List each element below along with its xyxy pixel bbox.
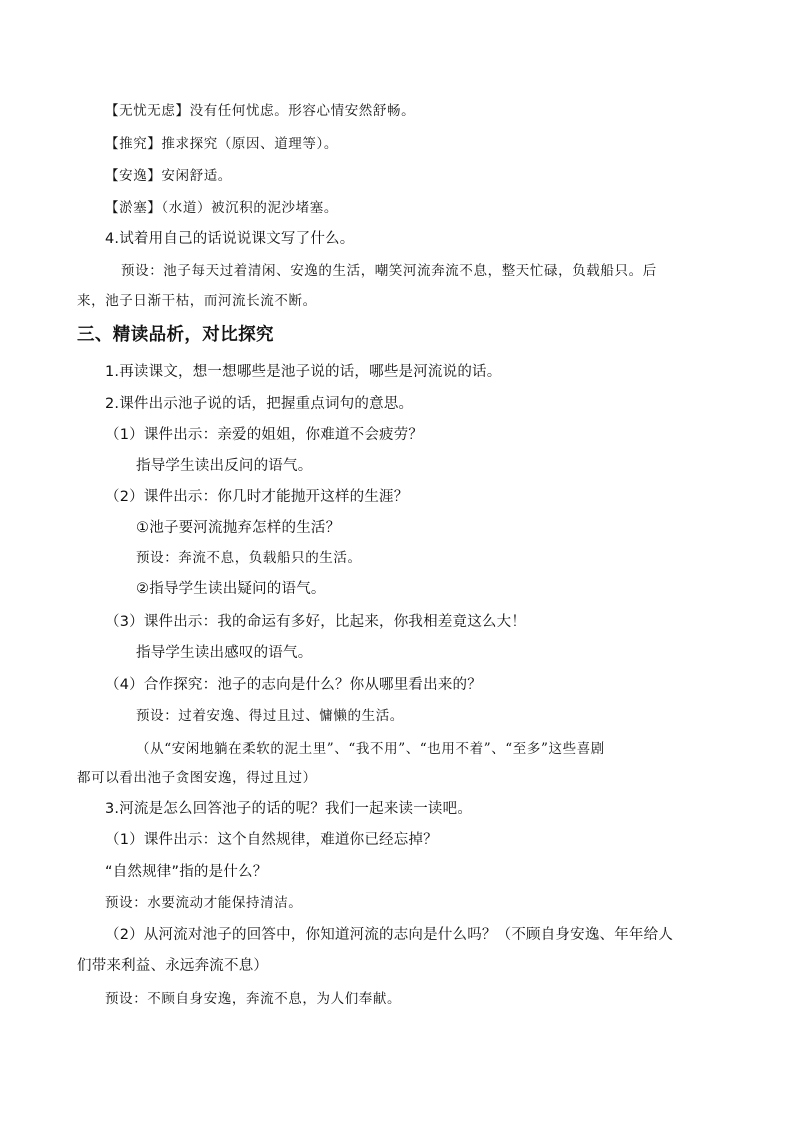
text-line: 1.再读课文，想一想哪些是池子说的话，哪些是河流说的话。 (105, 364, 502, 380)
text-line: ①池子要河流抛弃怎样的生活？ (136, 520, 341, 536)
text-line: 指导学生读出反问的语气。 (136, 458, 313, 474)
text-line: 【安逸】安闲舒适。 (105, 168, 232, 184)
text-line: 4.试着用自己的话说说课文写了什么。 (105, 231, 355, 247)
text-line: （3）课件出示：我的命运有多好，比起来，你我相差竟这么大！ (105, 614, 527, 630)
text-line: 都可以看出池子贪图安逸，得过且过） (77, 770, 317, 786)
text-line: （4）合作探究：池子的志向是什么？你从哪里看出来的？ (105, 677, 482, 693)
text-line: （1）课件出示：亲爱的姐姐，你难道不会疲劳？ (105, 427, 424, 443)
text-line: ②指导学生读出疑问的语气。 (136, 581, 326, 597)
text-line: （2）从河流对池子的回答中，你知道河流的志向是什么吗？（不顾自身安逸、年年给人 (105, 927, 674, 943)
text-line: 们带来利益、永远奔流不息） (77, 958, 269, 974)
text-line: 预设：不顾自身安逸，奔流不息，为人们奉献。 (105, 991, 402, 1007)
text-line: 预设：过着安逸、得过且过、慵懒的生活。 (136, 708, 404, 724)
text-line: （从“安闲地躺在柔软的泥土里”、“我不用”、“也用不着”、“至多”这些喜剧 (136, 741, 605, 757)
text-line: 预设：池子每天过着清闲、安逸的生活，嘲笑河流奔流不息，整天忙碌，负载船只。后 (121, 263, 657, 279)
text-line: 预设：水要流动才能保持清洁。 (105, 895, 303, 911)
text-line: 预设：奔流不息，负载船只的生活。 (136, 550, 362, 566)
text-line: “自然规律”指的是什么？ (105, 864, 268, 880)
text-line: 【推究】推求探究（原因、道理等）。 (105, 136, 338, 152)
text-line: 2.课件出示池子说的话，把握重点词句的意思。 (105, 396, 414, 412)
text-line: 来，池子日渐干枯，而河流长流不断。 (77, 293, 317, 309)
text-line: 【无忧无虑】没有任何忧虑。形容心情安然舒畅。 (105, 103, 416, 119)
text-line: （1）课件出示：这个自然规律，难道你已经忘掉？ (105, 832, 438, 848)
text-line: 指导学生读出感叹的语气。 (136, 645, 313, 661)
text-line: 【淤塞】（水道）被沉积的泥沙堵塞。 (105, 200, 338, 216)
text-line: （2）课件出示：你几时才能抛开这样的生涯？ (105, 489, 409, 505)
text-line: 3.河流是怎么回答池子的话的呢？我们一起来读一读吧。 (105, 801, 473, 817)
section-heading: 三、精读品析，对比探究 (77, 325, 274, 345)
